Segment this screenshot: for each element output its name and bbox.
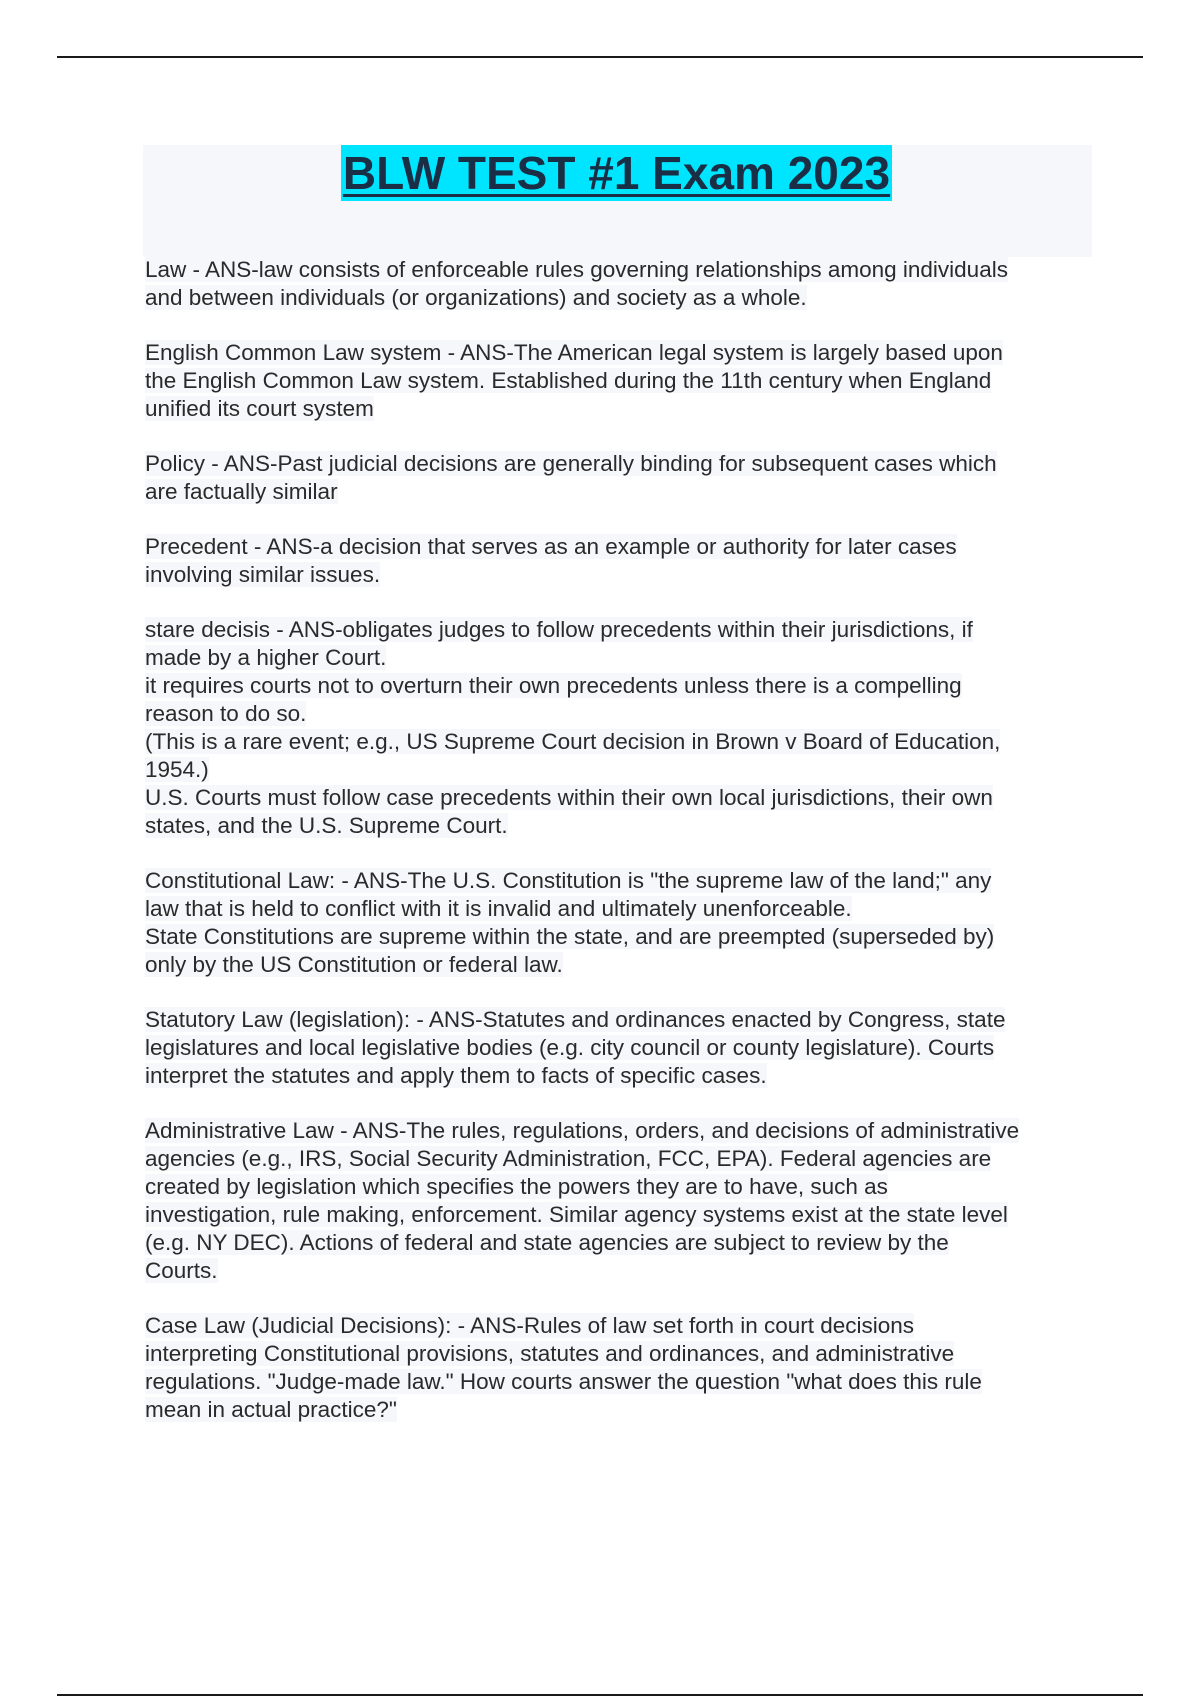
entry-line-text: regulations. "Judge-made law." How courts answer the question "what does this rule [145,1369,982,1394]
entry-line-text: English Common Law system - ANS-The American legal system is largely based upon [145,340,1003,365]
entry-line [145,1312,1095,1340]
entry-line-text: (e.g. NY DEC). Actions of federal and state agencies are subject to review by the [145,1230,949,1255]
entry-line [145,1034,1095,1062]
entry-line-text: Statutory Law (legislation): - ANS-Statutes and ordinances enacted by Congress, state [145,1007,1006,1032]
entry-line-text: interpreting Constitutional provisions, statutes and ordinances, and administrative [145,1341,955,1366]
qa-entry [145,256,1095,312]
entry-line [145,644,1095,672]
entry-line-text: interpret the statutes and apply them to facts of specific cases. [145,1063,767,1088]
entry-line [145,1062,1095,1090]
footer-rule [57,1694,1143,1696]
entry-line [145,1396,1095,1424]
entry-line-text: created by legislation which specifies the powers they are to have, such as [145,1174,888,1199]
entry-line [145,867,1095,895]
entry-line-text: 1954.) [145,757,209,782]
entry-line-text: and between individuals (or organizations) and society as a whole. [145,285,807,310]
entry-line [145,756,1095,784]
entry-line-text: law that is held to conflict with it is invalid and ultimately unenforceable. [145,896,852,921]
entry-line [145,672,1095,700]
entry-line-text: Policy - ANS-Past judicial decisions are generally binding for subsequent cases which [145,451,997,476]
entry-line [145,367,1095,395]
entry-line [145,1201,1095,1229]
entry-line-text: State Constitutions are supreme within the state, and are preempted (superseded by) [145,924,995,949]
entry-line [145,616,1095,644]
entry-line [145,700,1095,728]
entry-line-text: U.S. Courts must follow case precedents within their own local jurisdictions, their own [145,785,993,810]
entry-line-text: Case Law (Judicial Decisions): - ANS-Rules of law set forth in court decisions [145,1313,915,1338]
entry-line-text: made by a higher Court. [145,645,387,670]
entry-line [145,256,1095,284]
entry-line [145,395,1095,423]
entry-line-text: reason to do so. [145,701,307,726]
entry-line [145,1173,1095,1201]
entry-line-text: Courts. [145,1258,218,1283]
entry-line-text: unified its court system [145,396,374,421]
entry-line-text: legislatures and local legislative bodies (e.g. city council or county legislature). Courts [145,1035,995,1060]
entry-line [145,1340,1095,1368]
entry-line [145,533,1095,561]
entry-line [145,951,1095,979]
entry-line [145,339,1095,367]
entry-line-text: Administrative Law - ANS-The rules, regulations, orders, and decisions of administrative [145,1118,1020,1143]
entry-line-text: only by the US Constitution or federal law. [145,952,563,977]
entry-line [145,1368,1095,1396]
qa-entry [145,339,1095,423]
entry-line [145,895,1095,923]
entry-line-text: (This is a rare event; e.g., US Supreme Court decision in Brown v Board of Education, [145,729,1001,754]
entry-line [145,1006,1095,1034]
entry-line-text: mean in actual practice?" [145,1397,397,1422]
entry-line-text: stare decisis - ANS-obligates judges to follow precedents within their jurisdictions, if [145,617,973,642]
entry-line [145,1117,1095,1145]
entry-line-text: Constitutional Law: - ANS-The U.S. Constitution is "the supreme law of the land;" any [145,868,992,893]
entry-line-text: are factually similar [145,479,338,504]
document-title: BLW TEST #1 Exam 2023 [342,147,891,199]
entry-line [145,478,1095,506]
entry-line-text: the English Common Law system. Established during the 11th century when England [145,368,992,393]
entry-line-text: states, and the U.S. Supreme Court. [145,813,508,838]
document-body [145,256,1095,1451]
qa-entry [145,533,1095,589]
entry-line-text: Precedent - ANS-a decision that serves as an example or authority for later cases [145,534,957,559]
entry-line [145,923,1095,951]
entry-line [145,450,1095,478]
qa-entry [145,867,1095,979]
entry-line-text: involving similar issues. [145,562,381,587]
entry-line-text: investigation, rule making, enforcement. Similar agency systems exist at the state level [145,1202,1008,1227]
entry-line-text: Law - ANS-law consists of enforceable rules governing relationships among individuals [145,257,1008,282]
entry-line [145,728,1095,756]
qa-entry [145,1312,1095,1424]
entry-line-text: it requires courts not to overturn their own precedents unless there is a compelling [145,673,962,698]
entry-line [145,1145,1095,1173]
entry-line [145,561,1095,589]
title-wrap [0,145,1200,201]
qa-entry [145,616,1095,840]
qa-entry [145,450,1095,506]
qa-entry [145,1006,1095,1090]
entry-line [145,1229,1095,1257]
header-rule [57,56,1143,58]
entry-line [145,812,1095,840]
entry-line [145,284,1095,312]
entry-line-text: agencies (e.g., IRS, Social Security Administration, FCC, EPA). Federal agencies are [145,1146,992,1171]
entry-line [145,784,1095,812]
entry-line [145,1257,1095,1285]
qa-entry [145,1117,1095,1285]
